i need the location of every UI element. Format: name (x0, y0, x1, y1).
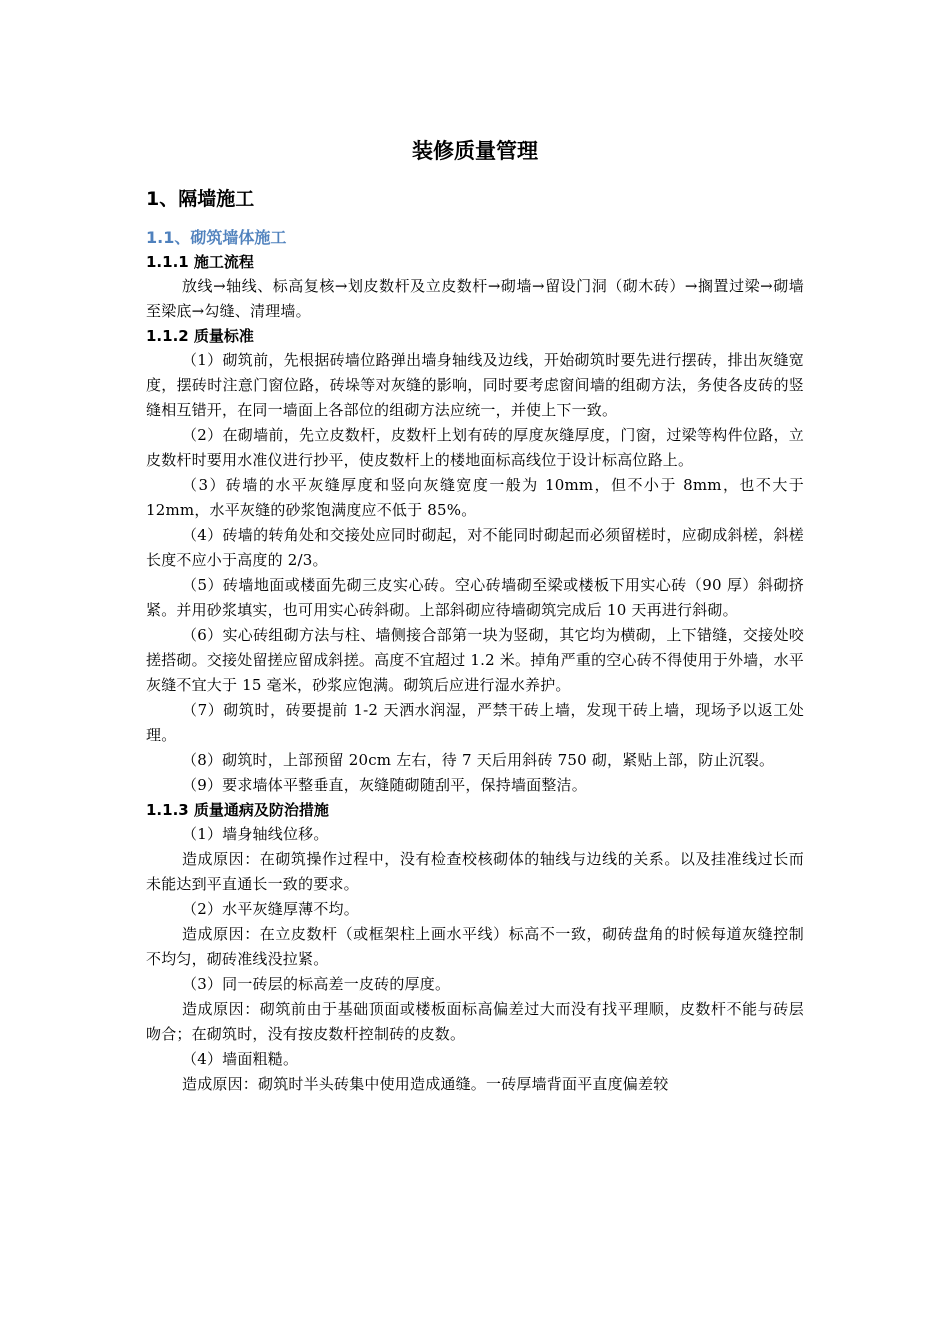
document-title: 装修质量管理 (412, 139, 538, 163)
paragraph: 造成原因：砌筑时半头砖集中使用造成通缝。一砖厚墙背面平直度偏差较 (182, 1075, 669, 1093)
paragraph: （3）同一砖层的标高差一皮砖的厚度。 (182, 975, 451, 993)
paragraph: （1）墙身轴线位移。 (182, 825, 329, 843)
heading-1-1-3: 1.1.3 质量通病及防治措施 (146, 801, 329, 819)
paragraph: （4）墙面粗糙。 (182, 1050, 299, 1068)
heading-1-1-2: 1.1.2 质量标准 (146, 327, 254, 345)
paragraph: 放线→轴线、标高复核→划皮数杆及立皮数杆→砌墙→留设门洞（砌木砖）→搁置过梁→砌墙至梁底→勾缝、清理墙。 (146, 277, 804, 320)
paragraph: （5）砖墙地面或楼面先砌三皮实心砖。空心砖墙砌至梁或楼板下用实心砖（90 厚）斜砌挤紧。并用砂浆填实，也可用实心砖斜砌。上部斜砌应待墙砌筑完成后 10 天再进行斜砌。 (146, 576, 804, 619)
paragraph: （3）砖墙的水平灰缝厚度和竖向灰缝宽度一般为 10mm，但不小于 8mm，也不大于 12mm，水平灰缝的砂浆饱满度应不低于 85%。 (146, 476, 804, 519)
section-heading-1: 1、隔墙施工 (146, 188, 255, 210)
paragraph: （4）砖墙的转角处和交接处应同时砌起，对不能同时砌起而必须留槎时，应砌成斜槎，斜槎长度不应小于高度的 2/3。 (146, 526, 804, 569)
document-body (146, 134, 804, 1097)
heading-1-1-1: 1.1.1 施工流程 (146, 253, 254, 271)
paragraph: （8）砌筑时，上部预留 20cm 左右，待 7 天后用斜砖 750 砌，紧贴上部，防止沉裂。 (182, 751, 775, 769)
paragraph: （2）在砌墙前，先立皮数杆，皮数杆上划有砖的厚度灰缝厚度，门窗，过梁等构件位路，立皮数杆时要用水准仪进行抄平，使皮数杆上的楼地面标高线位于设计标高位路上。 (146, 426, 804, 469)
paragraph: 造成原因：在砌筑操作过程中，没有检查校核砌体的轴线与边线的关系。以及挂准线过长而未能达到平直通长一致的要求。 (146, 850, 804, 893)
paragraph: 造成原因：砌筑前由于基础顶面或楼板面标高偏差过大而没有找平理顺，皮数杆不能与砖层吻合；在砌筑时，没有按皮数杆控制砖的皮数。 (146, 1000, 804, 1043)
paragraph: （7）砌筑时，砖要提前 1-2 天洒水润湿，严禁干砖上墙，发现干砖上墙，现场予以返工处理。 (146, 701, 804, 744)
paragraph: （2）水平灰缝厚薄不均。 (182, 900, 359, 918)
paragraph: （1）砌筑前，先根据砖墙位路弹出墙身轴线及边线，开始砌筑时要先进行摆砖，排出灰缝宽度，摆砖时注意门窗位路，砖垛等对灰缝的影响，同时要考虑窗间墙的组砌方法，务使各皮砖的竖缝相互错开，在同一墙面上各部位的组砌方法应统一，并使上下一致。 (146, 351, 804, 419)
subsection-heading-1-1: 1.1、砌筑墙体施工 (146, 228, 287, 247)
paragraph: （9）要求墙体平整垂直，灰缝随砌随刮平，保持墙面整洁。 (182, 776, 587, 794)
paragraph: 造成原因：在立皮数杆（或框架柱上画水平线）标高不一致，砌砖盘角的时候每道灰缝控制不均匀，砌砖准线没拉紧。 (146, 925, 804, 968)
paragraph: （6）实心砖组砌方法与柱、墙侧接合部第一块为竖砌，其它均为横砌，上下错缝，交接处咬搓搭砌。交接处留搓应留成斜搓。高度不宜超过 1.2 米。掉角严重的空心砖不得使用于外墙，水平灰缝不宜大于 15 毫米，砂浆应饱满。砌筑后应进行湿水养护。 (146, 626, 804, 694)
